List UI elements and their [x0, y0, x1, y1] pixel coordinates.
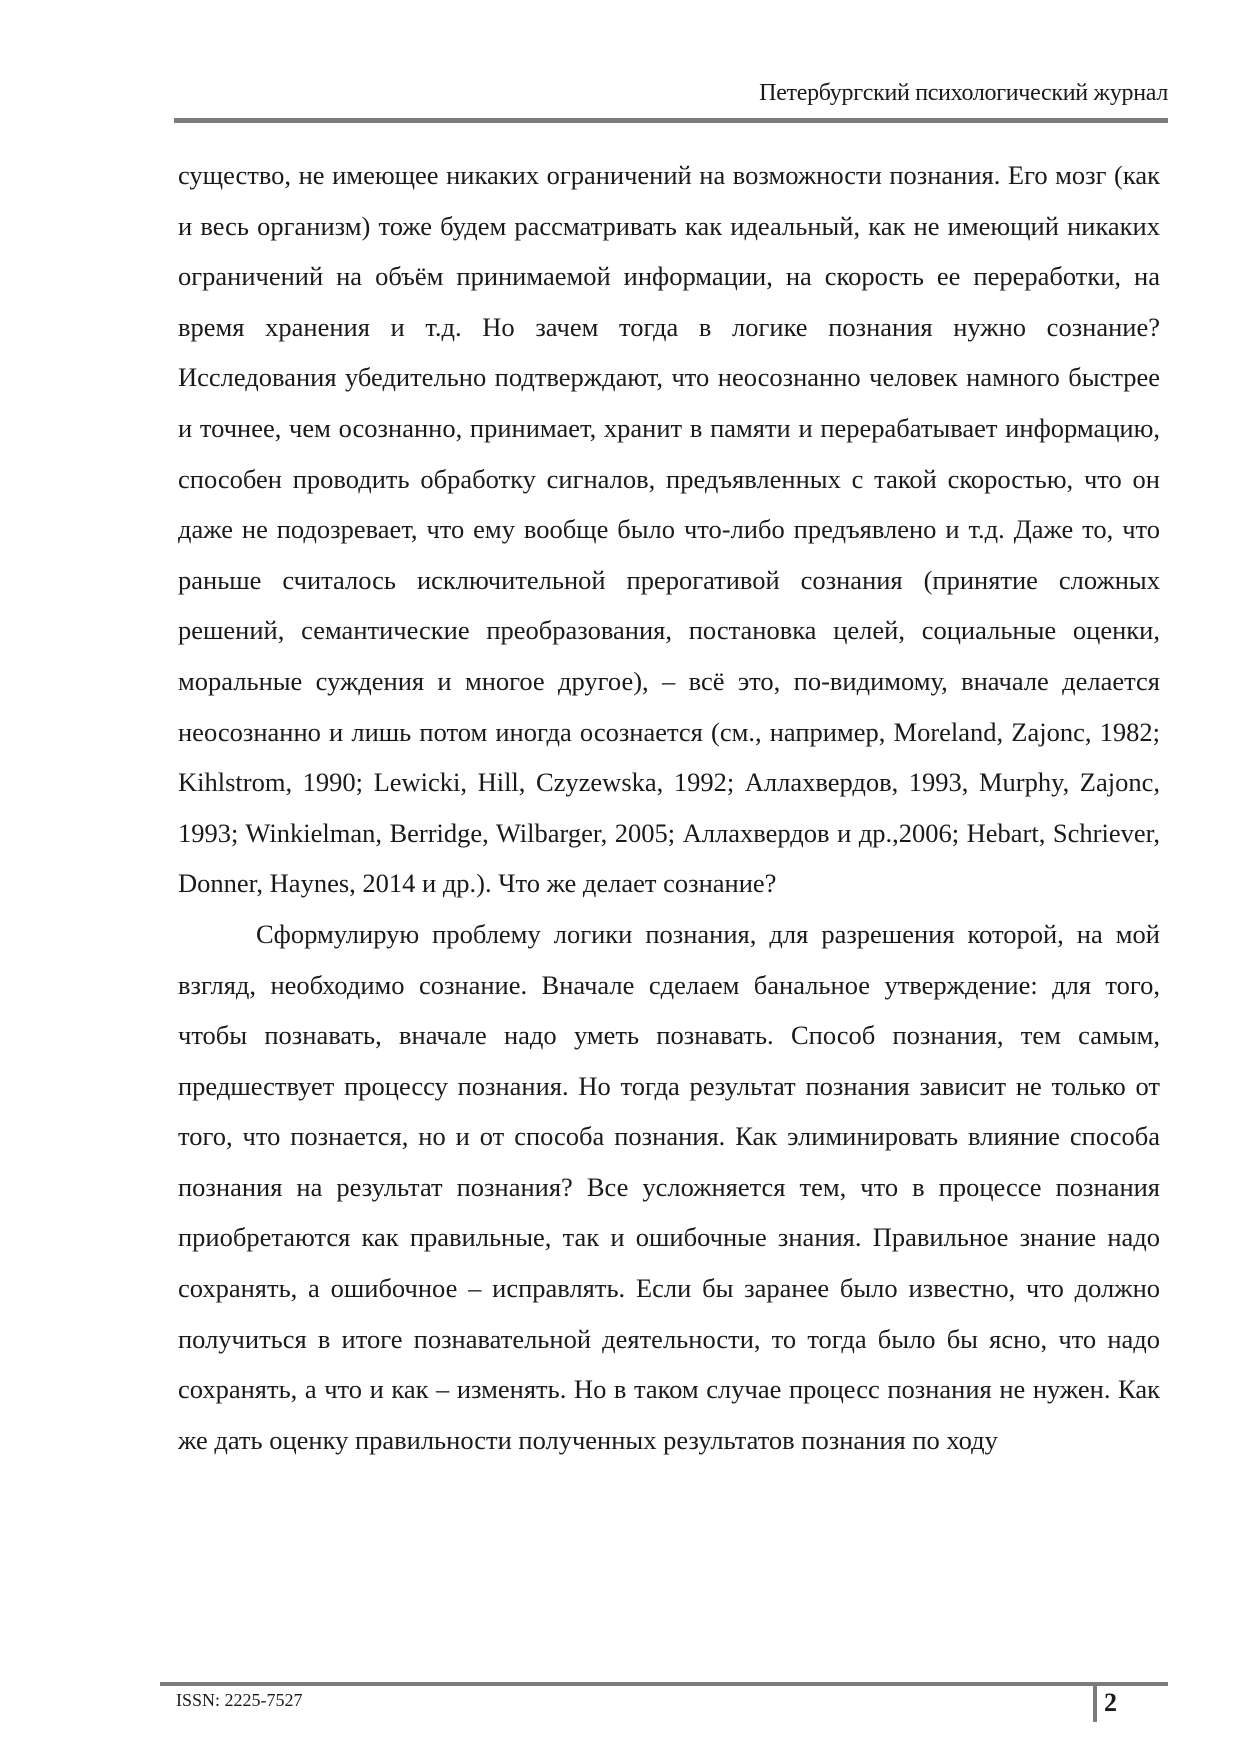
paragraph: Сформулирую проблему логики познания, для разрешения которой, на мой взгляд, необходимо сознание. Вначале сделаем банальное утверждение: для того, чтобы познавать, вначале надо уметь познавать. Способ познания, тем самым, предшествует процессу познания. Но тогда результат познания зависит не только от того, что познается, но и от способа познания. Как элиминировать влияние способа познания на результат познания? Все усложняется тем, что в процессе познания приобретаются как правильные, так и ошибочные знания. Правильное знание надо сохранять, а ошибочное – исправлять. Если бы заранее было известно, что должно получиться в итоге познавательной деятельности, то тогда было бы ясно, что надо сохранять, а что и как – изменять. Но в таком случае процесс познания не нужен. Как же дать оценку правильности полученных результатов познания по ходу: [178, 918, 1160, 1455]
page-number-separator: [1093, 1686, 1097, 1722]
issn-label: ISSN: 2225-7527: [176, 1690, 303, 1710]
article-body: [178, 150, 1160, 1465]
paragraph-continued: существо, не имеющее никаких ограничений на возможности познания. Его мозг (как и весь организм) тоже будем рассматривать как идеальный, как не имеющий никаких ограничений на объём принимаемой информации, на скорость ее переработки, на время хранения и т.д. Но зачем тогда в логике познания нужно сознание? Исследования убедительно подтверждают, что неосознанно человек намного быстрее и точнее, чем осознанно, принимает, хранит в памяти и перерабатывает информацию, способен проводить обработку сигналов, предъявленных с такой скоростью, что он даже не подозревает, что ему вообще было что-либо предъявлено и т.д. Даже то, что раньше считалось исключительной прерогативой сознания (принятие сложных решений, семантические преобразования, постановка целей, социальные оценки, моральные суждения и многое другое), – всё это, по-видимому, вначале делается неосознанно и лишь потом иногда осознается (см., например, Moreland, Zajonc, 1982; Kihlstrom, 1990; Lewicki, Hill, Czyzewska, 1992; Аллахвердов, 1993, Murphy, Zajonc, 1993; Winkielman, Berridge, Wilbarger, 2005; Аллахвердов и др.,2006; Hebart, Schriever, Donner, Haynes, 2014 и др.). Что же делает сознание?: [178, 160, 1160, 899]
journal-title: Петербургский психологический журнал: [759, 80, 1168, 106]
page-number: 2: [1104, 1688, 1117, 1717]
footer-divider: [160, 1682, 1168, 1686]
header-divider: [174, 118, 1168, 123]
